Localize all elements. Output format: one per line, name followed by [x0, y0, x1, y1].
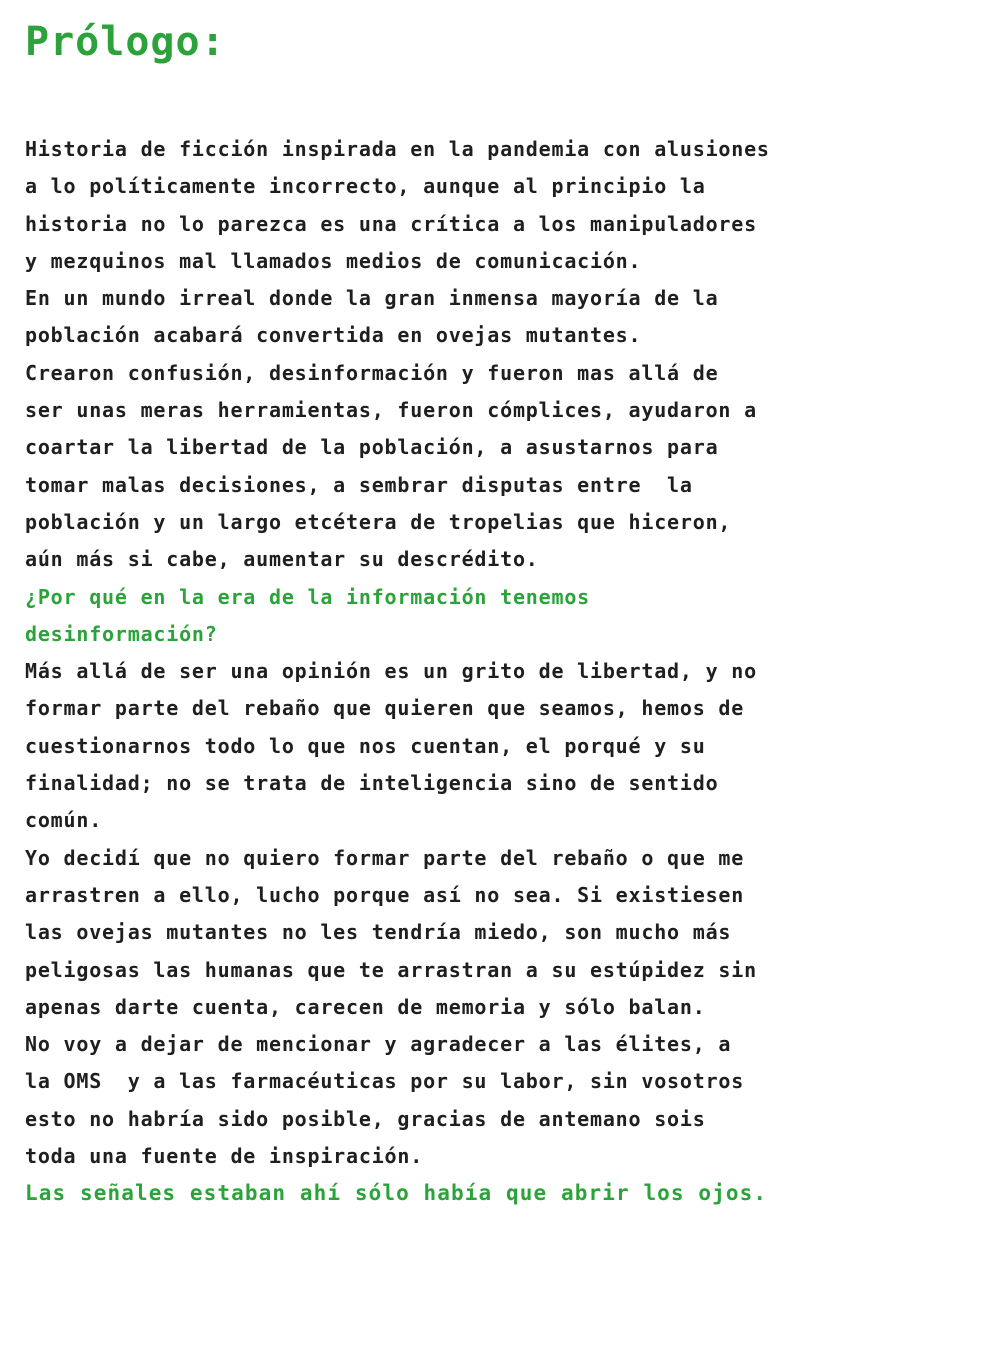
- text-line: cuestionarnos todo lo que nos cuentan, el porqué y su: [25, 733, 706, 758]
- text-line: las ovejas mutantes no les tendría miedo, son mucho más: [25, 920, 732, 945]
- text-line: No voy a dejar de mencionar y agradecer a las élites, a: [25, 1032, 732, 1057]
- text-line: aún más si cabe, aumentar su descrédito.: [25, 547, 539, 572]
- text-line: formar parte del rebaño que quieren que seamos, hemos de: [25, 696, 745, 721]
- text-line: desinformación?: [25, 621, 218, 646]
- prologue-page: [25, 0, 995, 1213]
- text-line: Las señales estaban ahí sólo había que abrir los ojos.: [25, 1181, 768, 1206]
- text-line: común.: [25, 808, 103, 833]
- text-line: Yo decidí que no quiero formar parte del rebaño o que me: [25, 845, 745, 870]
- text-line: Crearon confusión, desinformación y fueron mas allá de: [25, 360, 719, 385]
- text-line: población acabará convertida en ovejas mutantes.: [25, 323, 642, 348]
- text-line: esto no habría sido posible, gracias de antemano sois: [25, 1106, 706, 1131]
- prologue-body: [25, 131, 995, 1213]
- text-line: población y un largo etcétera de tropelias que hiceron,: [25, 509, 732, 534]
- text-line: toda una fuente de inspiración.: [25, 1144, 424, 1169]
- page-title: Prólogo:: [25, 19, 226, 65]
- text-line: Más allá de ser una opinión es un grito de libertad, y no: [25, 659, 757, 684]
- text-line: finalidad; no se trata de inteligencia sino de sentido: [25, 771, 719, 796]
- text-line: tomar malas decisiones, a sembrar disputas entre la: [25, 472, 693, 497]
- text-line: peligosas las humanas que te arrastran a su estúpidez sin: [25, 957, 757, 982]
- text-line: a lo políticamente incorrecto, aunque al principio la: [25, 174, 706, 199]
- text-line: ¿Por qué en la era de la información tenemos: [25, 584, 591, 609]
- text-line: apenas darte cuenta, carecen de memoria y sólo balan.: [25, 994, 706, 1019]
- text-line: Historia de ficción inspirada en la pandemia con alusiones: [25, 137, 770, 161]
- text-line: la OMS y a las farmacéuticas por su labor, sin vosotros: [25, 1069, 745, 1094]
- text-line: arrastren a ello, lucho porque así no sea. Si existiesen: [25, 882, 745, 907]
- text-line: ser unas meras herramientas, fueron cómplices, ayudaron a: [25, 398, 757, 423]
- text-line: historia no lo parezca es una crítica a los manipuladores: [25, 211, 757, 236]
- text-line: En un mundo irreal donde la gran inmensa mayoría de la: [25, 286, 719, 311]
- text-line: coartar la libertad de la población, a asustarnos para: [25, 435, 719, 460]
- text-line: y mezquinos mal llamados medios de comunicación.: [25, 248, 642, 273]
